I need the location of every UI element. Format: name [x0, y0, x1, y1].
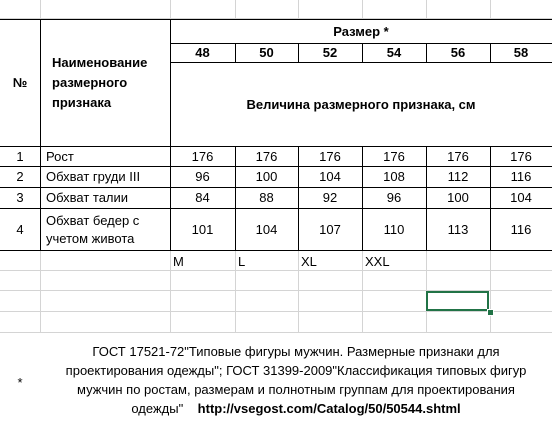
row-4-value-52[interactable]: 107	[319, 221, 341, 237]
row-4-value-58[interactable]: 116	[510, 221, 532, 237]
header-size-50[interactable]: 50	[259, 45, 274, 60]
row-4-name[interactable]: Обхват бедер с учетом живота	[46, 212, 140, 246]
row-1-value-50[interactable]: 176	[255, 148, 278, 164]
letter-size-m[interactable]: M	[173, 254, 184, 269]
letter-size-xl[interactable]: XL	[301, 254, 317, 269]
row-3-name[interactable]: Обхват талии	[46, 190, 129, 205]
header-size-58[interactable]: 58	[513, 45, 529, 60]
row-3-value-56[interactable]: 100	[447, 190, 469, 205]
row-2-value-54[interactable]: 108	[383, 169, 405, 184]
row-1-value-52[interactable]: 176	[319, 148, 341, 164]
footnote-line-4-text: одежды"	[131, 401, 184, 416]
letter-size-l[interactable]: L	[238, 254, 246, 269]
row-2-value-52[interactable]: 104	[319, 169, 341, 184]
row-4-value-56[interactable]: 113	[447, 221, 469, 237]
row-2-value-50[interactable]: 100	[255, 169, 278, 184]
footnote-text[interactable]	[42, 342, 550, 418]
row-3-value-50[interactable]: 88	[259, 190, 274, 205]
row-4-value-48[interactable]: 101	[191, 221, 214, 237]
row-1-name[interactable]: Рост	[46, 148, 74, 164]
row-2-value-56[interactable]: 112	[447, 169, 469, 184]
row-1-value-54[interactable]: 176	[383, 148, 405, 164]
header-size-54[interactable]: 54	[386, 45, 402, 60]
row-3-value-48[interactable]: 84	[195, 190, 210, 205]
row-3-value-54[interactable]: 96	[386, 190, 402, 205]
row-4-value-54[interactable]: 110	[383, 221, 405, 237]
row-1-value-58[interactable]: 176	[510, 148, 532, 164]
footnote-line-2: проектирования одежды"; ГОСТ 31399-2009"Классификация типовых фигур	[65, 363, 527, 378]
row-2-value-48[interactable]: 96	[195, 169, 210, 184]
row-3-num[interactable]: 3	[16, 190, 24, 205]
row-3-value-52[interactable]: 92	[322, 190, 338, 205]
footnote-line-4	[42, 399, 550, 418]
header-measure-title[interactable]: Величина размерного признака, см	[246, 96, 476, 112]
header-size-title[interactable]: Размер *	[333, 23, 389, 39]
header-num[interactable]: №	[12, 75, 28, 90]
header-size-52[interactable]: 52	[322, 45, 338, 60]
footnote-link[interactable]: http://vsegost.com/Catalog/50/50544.shtml	[197, 401, 461, 416]
row-4-num[interactable]: 4	[16, 221, 24, 237]
row-4-value-50[interactable]: 104	[255, 221, 278, 237]
header-size-48[interactable]: 48	[195, 45, 210, 60]
header-name[interactable]: Наименование размерного признака	[52, 55, 148, 110]
row-3-value-58[interactable]: 104	[510, 190, 532, 205]
selected-cell[interactable]	[426, 291, 489, 311]
row-1-value-48[interactable]: 176	[191, 148, 214, 164]
footnote-mark[interactable]: *	[17, 374, 23, 390]
footnote-line-3: мужчин по ростам, размерам и полнотным группам для проектирования	[77, 382, 515, 397]
header-size-56[interactable]: 56	[450, 45, 466, 60]
row-2-value-58[interactable]: 116	[510, 169, 532, 184]
fill-handle[interactable]	[487, 309, 494, 316]
footnote-line-1: ГОСТ 17521-72"Типовые фигуры мужчин. Размерные признаки для	[92, 344, 500, 359]
letter-size-xxl[interactable]: XXL	[365, 254, 390, 269]
row-1-value-56[interactable]: 176	[447, 148, 469, 164]
row-2-name[interactable]: Обхват груди III	[46, 169, 141, 184]
row-1-num[interactable]: 1	[16, 148, 24, 164]
row-2-num[interactable]: 2	[16, 169, 24, 184]
